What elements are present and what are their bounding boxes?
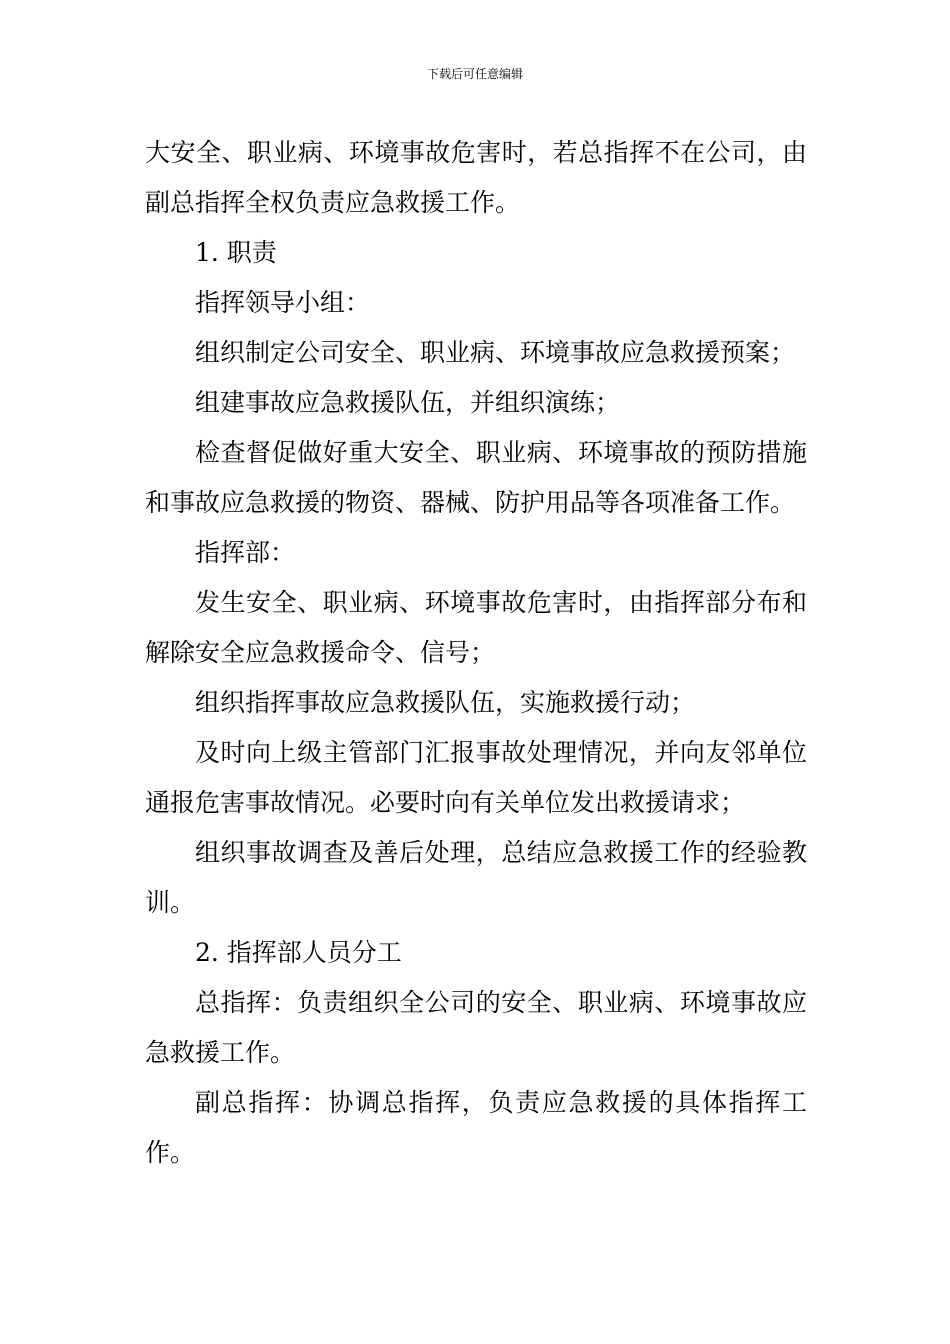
paragraph: 大安全、职业病、环境事故危害时，若总指挥不在公司，由副总指挥全权负责应急救援工作。 [145, 138, 807, 217]
paragraph: 副总指挥：协调总指挥，负责应急救援的具体指挥工作。 [145, 1088, 807, 1167]
paragraph: 组建事故应急救援队伍，并组织演练； [195, 388, 621, 417]
paragraph: 组织指挥事故应急救援队伍，实施救援行动； [195, 688, 696, 717]
document-body [145, 128, 807, 1178]
paragraph: 组织事故调查及善后处理，总结应急救援工作的经验教训。 [145, 838, 807, 917]
paragraph: 组织制定公司安全、职业病、环境事故应急救援预案； [195, 338, 796, 367]
paragraph: 检查督促做好重大安全、职业病、环境事故的预防措施和事故应急救援的物资、器械、防护用品等各项准备工作。 [145, 438, 807, 517]
subheading: 指挥部： [195, 538, 296, 567]
paragraph: 及时向上级主管部门汇报事故处理情况，并向友邻单位通报危害事故情况。必要时向有关单位发出救援请求； [145, 738, 807, 817]
section-heading: 1. 职责 [195, 238, 277, 267]
paragraph: 总指挥：负责组织全公司的安全、职业病、环境事故应急救援工作。 [145, 988, 807, 1067]
section-heading: 2. 指挥部人员分工 [195, 938, 402, 967]
subheading: 指挥领导小组： [195, 288, 371, 317]
paragraph: 发生安全、职业病、环境事故危害时，由指挥部分布和解除安全应急救援命令、信号； [145, 588, 807, 667]
header-note: 下载后可任意编辑 [426, 67, 523, 81]
